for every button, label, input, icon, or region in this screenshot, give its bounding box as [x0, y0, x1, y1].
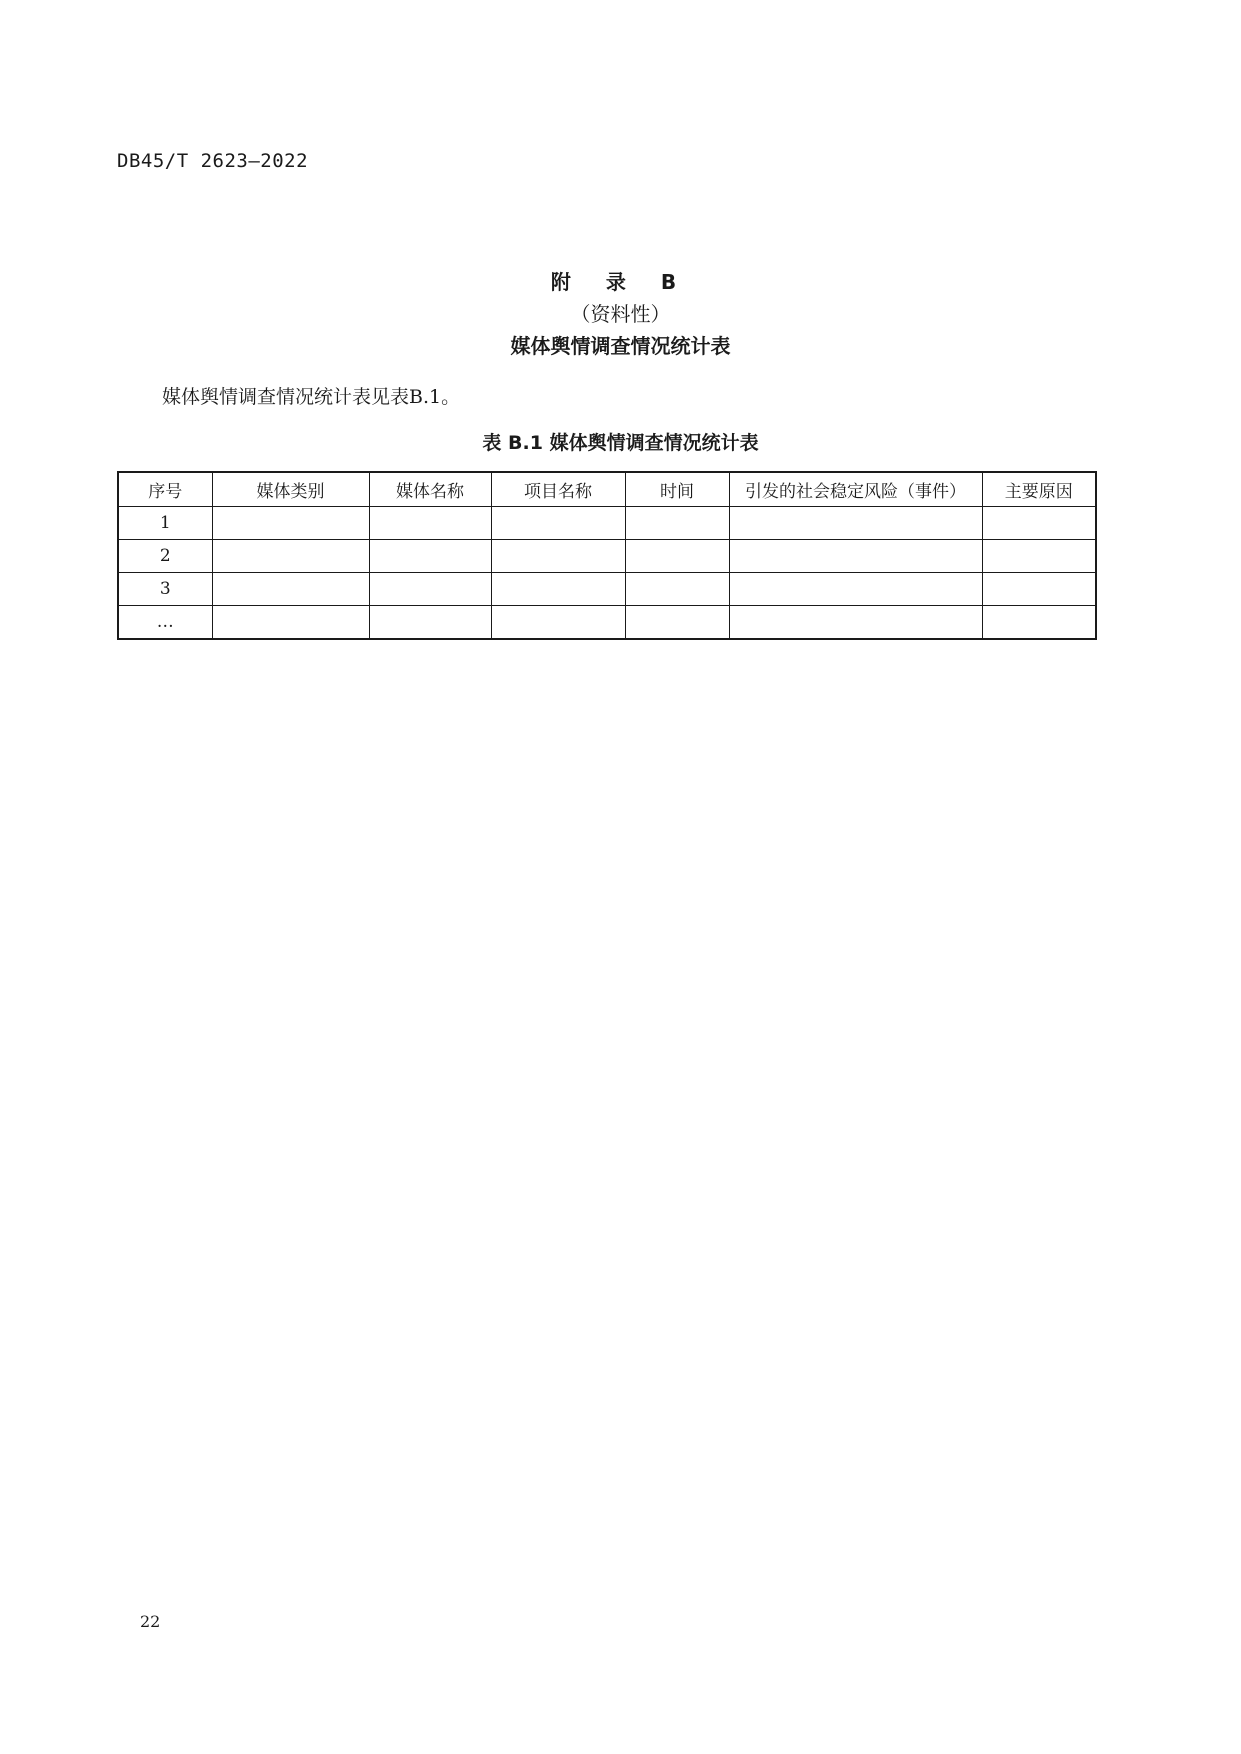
table-cell [982, 540, 1096, 573]
table-caption: 表 B.1 媒体舆情调查情况统计表 [482, 432, 759, 454]
appendix-type: （资料性） [570, 302, 671, 326]
appendix-heading: 媒体舆情调查情况统计表 [510, 334, 731, 358]
table-cell [369, 507, 491, 540]
table-cell [212, 507, 369, 540]
column-header-stability-risk: 引发的社会稳定风险（事件） [729, 472, 982, 507]
table-row [118, 507, 1096, 540]
intro-paragraph: 媒体舆情调查情况统计表见表B.1。 [162, 386, 461, 408]
media-stats-table [117, 471, 1097, 640]
table-cell [212, 573, 369, 606]
table-cell: 3 [118, 573, 212, 606]
table-cell [369, 606, 491, 640]
table-cell: 1 [118, 507, 212, 540]
table-cell [491, 540, 625, 573]
table-row [118, 606, 1096, 640]
table-row [118, 540, 1096, 573]
table-cell [212, 540, 369, 573]
table-cell [212, 606, 369, 640]
table-cell [369, 573, 491, 606]
column-header-media-category: 媒体类别 [212, 472, 369, 507]
table-cell [369, 540, 491, 573]
table-cell [491, 573, 625, 606]
column-header-serial: 序号 [118, 472, 212, 507]
table-cell [982, 573, 1096, 606]
column-header-project-name: 项目名称 [491, 472, 625, 507]
table-header-row [118, 472, 1096, 507]
table-cell [625, 606, 729, 640]
table-cell [982, 507, 1096, 540]
table-cell [982, 606, 1096, 640]
table-cell [625, 573, 729, 606]
column-header-media-name: 媒体名称 [369, 472, 491, 507]
table-cell [625, 507, 729, 540]
column-header-main-cause: 主要原因 [982, 472, 1096, 507]
table-cell [729, 573, 982, 606]
table-row [118, 573, 1096, 606]
table-cell [729, 507, 982, 540]
page-number: 22 [140, 1612, 161, 1631]
document-code: DB45/T 2623—2022 [117, 150, 309, 172]
appendix-title: 附 录 B [550, 270, 691, 294]
table-cell [625, 540, 729, 573]
table-cell [729, 540, 982, 573]
table-cell: 2 [118, 540, 212, 573]
table-cell [729, 606, 982, 640]
column-header-time: 时间 [625, 472, 729, 507]
table-cell [491, 606, 625, 640]
table-cell: … [118, 606, 212, 640]
table-cell [491, 507, 625, 540]
